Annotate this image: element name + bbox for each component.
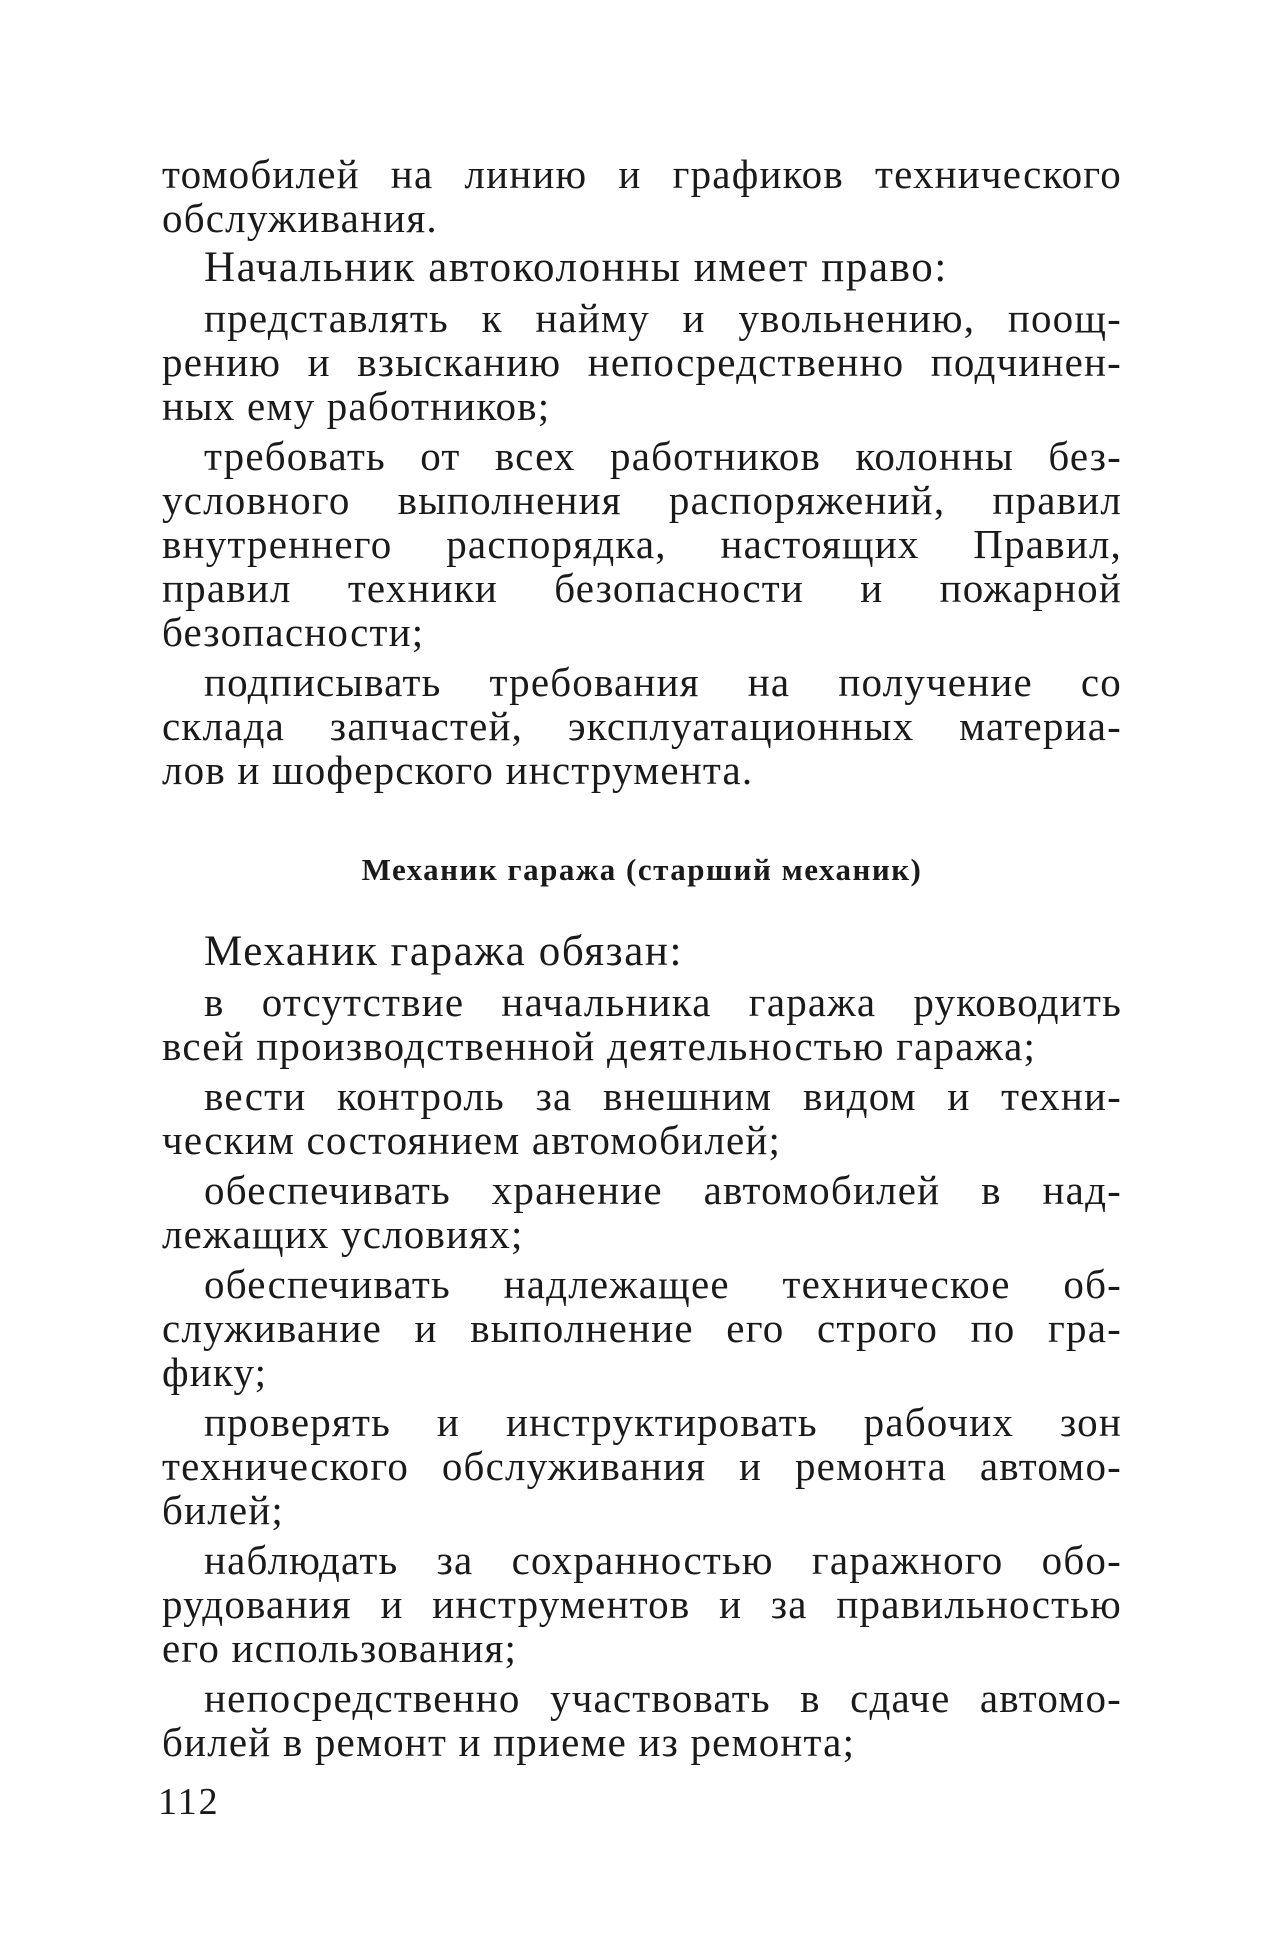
- text-line: обеспечивать надлежащее техническое об-: [204, 1261, 1122, 1307]
- duty-item: [162, 1074, 1122, 1162]
- text-line: Начальник автоколонны имеет право:: [204, 244, 948, 291]
- continuation-paragraph: [162, 152, 1122, 240]
- text-line: склада запчастей, эксплуатационных материа-: [162, 703, 1122, 749]
- text-line: ных ему работников;: [162, 383, 551, 429]
- text-line: наблюдать за сохранностью гаражного обо-: [204, 1537, 1122, 1583]
- text-line: обеспечивать хранение автомобилей в над-: [204, 1167, 1122, 1213]
- text-line: безопасности;: [162, 609, 425, 655]
- text-line: условного выполнения распоряжений, правил: [162, 477, 1122, 523]
- right-item: [162, 434, 1122, 654]
- text-line: его использования;: [162, 1625, 518, 1671]
- text-line: внутреннего распорядка, настоящих Правил,: [162, 521, 1122, 567]
- text-line: технического обслуживания и ремонта автомо-: [162, 1443, 1122, 1489]
- text-line: служивание и выполнение его строго по гра-: [162, 1305, 1122, 1351]
- text-line: правил техники безопасности и пожарной: [162, 565, 1122, 611]
- duty-item: [162, 1262, 1122, 1394]
- text-line: томобилей на линию и графиков технического: [162, 151, 1122, 197]
- duty-item: [162, 1538, 1122, 1670]
- duty-item: [162, 1400, 1122, 1532]
- duties-intro: [162, 930, 1122, 974]
- rights-intro: [162, 246, 1122, 290]
- text-line: билей;: [162, 1487, 284, 1533]
- text-line: всей производственной деятельностью гаража;: [162, 1023, 1037, 1069]
- text-line: фику;: [162, 1349, 268, 1395]
- duty-item: [162, 980, 1122, 1068]
- text-line: ческим состоянием автомобилей;: [162, 1117, 782, 1163]
- page-number: 112: [158, 1781, 220, 1823]
- text-line: непосредственно участвовать в сдаче автомо-: [204, 1675, 1122, 1721]
- text-line: вести контроль за внешним видом и техни-: [204, 1073, 1122, 1119]
- text-line: представлять к найму и увольнению, поощ-: [204, 295, 1122, 341]
- text-line: проверять и инструктировать рабочих зон: [204, 1399, 1122, 1445]
- text-line: рению и взысканию непосредственно подчинен-: [162, 339, 1122, 385]
- duty-item: [162, 1168, 1122, 1256]
- right-item: [162, 296, 1122, 428]
- text-line: Механик гаража обязан:: [204, 928, 684, 975]
- text-line: в отсутствие начальника гаража руководить: [204, 979, 1122, 1025]
- text-line: лов и шоферского инструмента.: [162, 747, 754, 793]
- right-item: [162, 660, 1122, 792]
- section-heading: Механик гаража (старший механик): [361, 852, 923, 887]
- text-line: лежащих условиях;: [162, 1211, 524, 1257]
- text-line: подписывать требования на получение со: [204, 659, 1122, 705]
- text-line: рудования и инструментов и за правильностью: [162, 1581, 1122, 1627]
- text-line: обслуживания.: [162, 195, 438, 241]
- duty-item: [162, 1676, 1122, 1764]
- text-line: требовать от всех работников колонны без-: [204, 433, 1122, 479]
- page-body: [162, 152, 1122, 1770]
- text-line: билей в ремонт и приеме из ремонта;: [162, 1719, 856, 1765]
